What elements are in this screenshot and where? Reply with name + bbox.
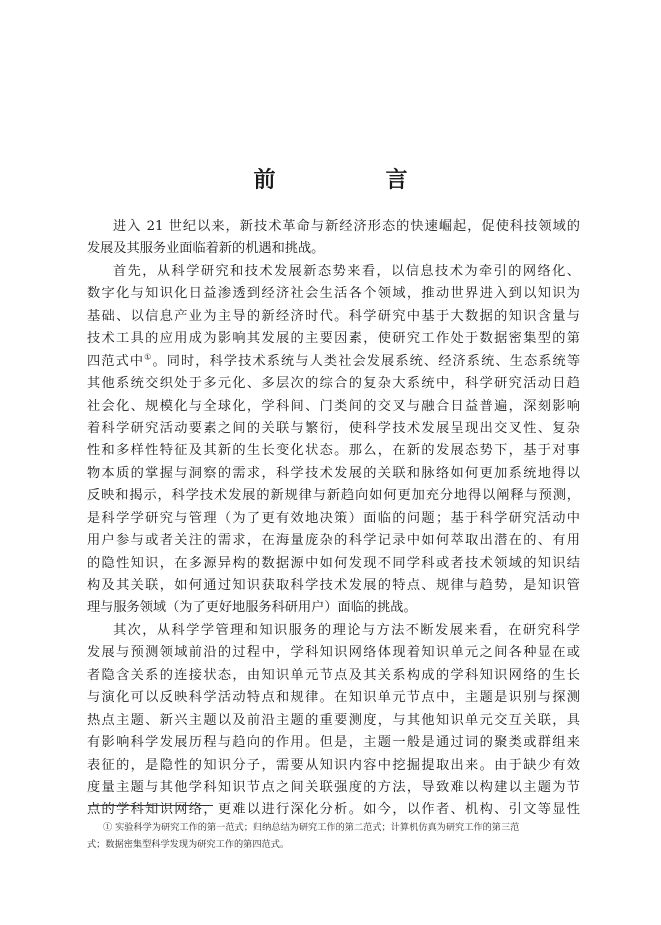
page-title: 前 言 — [253, 167, 452, 193]
text-line: 度量主题与其他学科知识节点之间关联强度的方法，导致难以构建以主题为节 — [87, 779, 580, 795]
text-line: 是科学学研究与管理（为了更有效地决策）面临的问题；基于科学研究活动中 — [87, 510, 580, 526]
text-line: 构及其关联，如何通过知识获取科学技术发展的特点、规律与趋势，是知识管 — [87, 578, 580, 593]
text-line: 基础、以信息产业为主导的新经济时代。科学研究中基于大数据的知识含量与 — [87, 308, 580, 324]
text-line: 发展及其服务业面临着新的机遇和挑战。 — [87, 241, 325, 257]
text-line: 用户参与或者关注的需求，在海量庞杂的科学记录中如何萃取出潜在的、有用 — [87, 533, 580, 549]
text-line: 理与服务领域（为了更好地服务科研用户）面临的挑战。 — [87, 600, 417, 616]
paragraph-3 — [87, 620, 580, 822]
text-line: 着科学研究活动要素之间的关联与繁衍，使科学技术发展呈现出交叉性、复杂 — [87, 420, 580, 436]
text-line: 点的学科知识网络，更难以进行深化分析。如今，以作者、机构、引文等显性 — [87, 802, 580, 818]
text-line: 其次，从科学学管理和知识服务的理论与方法不断发展来看，在研究科学 — [113, 622, 580, 638]
footnote — [87, 819, 580, 853]
footnote-line: 式；数据密集型科学发现为研究工作的第四范式。 — [87, 839, 290, 850]
footnote-divider — [88, 805, 213, 806]
text-line: 进入 21 世纪以来，新技术革命与新经济形态的快速崛起，促使科技领域的 — [113, 219, 580, 234]
text-line: 技术工具的应用成为影响其发展的主要因素，使研究工作处于数据密集型的第 — [87, 331, 580, 347]
paragraph-2 — [87, 261, 580, 620]
footnote-reference[interactable]: ① — [144, 352, 153, 362]
text-line: 反映和揭示，科学技术发展的新规律与新趋向如何更加充分地得以阐释与预测， — [87, 488, 580, 504]
footnote-line: ① 实验科学为研究工作的第一范式；归纳总结为研究工作的第二范式；计算机仿真为研究工作的第三范 — [103, 822, 520, 833]
text-line: 有影响科学发展历程与趋向的作用。但是，主题一般是通过词的聚类或群组来 — [87, 735, 580, 751]
text-line: 性和多样性特征及其新的生长变化状态。那么，在新的发展态势下，基于对事 — [87, 443, 580, 459]
text-line: 者隐含关系的连接状态，由知识单元节点及其关系构成的学科知识网络的生长 — [87, 667, 580, 683]
text-line: 热点主题、新兴主题以及前沿主题的重要测度，与其他知识单元交互关联，具 — [87, 712, 580, 728]
text-segment: 四范式中 — [87, 353, 145, 369]
text-line: 数字化与知识化日益渗透到经济社会生活各个领域，推动世界进入到以知识为 — [87, 286, 580, 302]
text-line: 首先，从科学研究和技术发展新态势来看，以信息技术为牵引的网络化、 — [113, 263, 580, 279]
text-line: 表征的，是隐性的知识分子，需要从知识内容中挖掘提取出来。由于缺少有效 — [87, 757, 580, 773]
text-segment: 。同时，科学技术系统与人类社会发展系统、经济系统、生态系统等 — [152, 353, 581, 369]
text-line: 社会化、规模化与全球化，学科间、门类间的交叉与融合日益普遍，深刻影响 — [87, 398, 580, 414]
text-line: 与演化可以反映科学活动特点和规律。在知识单元节点中，主题是识别与探测 — [87, 690, 580, 706]
text-line: 其他系统交织处于多元化、多层次的综合的复杂大系统中，科学研究活动日趋 — [87, 376, 580, 392]
paragraph-1 — [87, 216, 580, 261]
text-line: 物本质的掌握与洞察的需求，科学技术发展的关联和脉络如何更加系统地得以 — [87, 465, 580, 481]
text-line: 发展与预测领域前沿的过程中，学科知识网络体现着知识单元之间各种显在或 — [87, 645, 580, 661]
text-line: 的隐性知识，在多源异构的数据源中如何发现不同学科或者技术领域的知识结 — [87, 555, 580, 571]
body-text — [87, 216, 580, 822]
text-line-with-footnote — [87, 351, 580, 373]
